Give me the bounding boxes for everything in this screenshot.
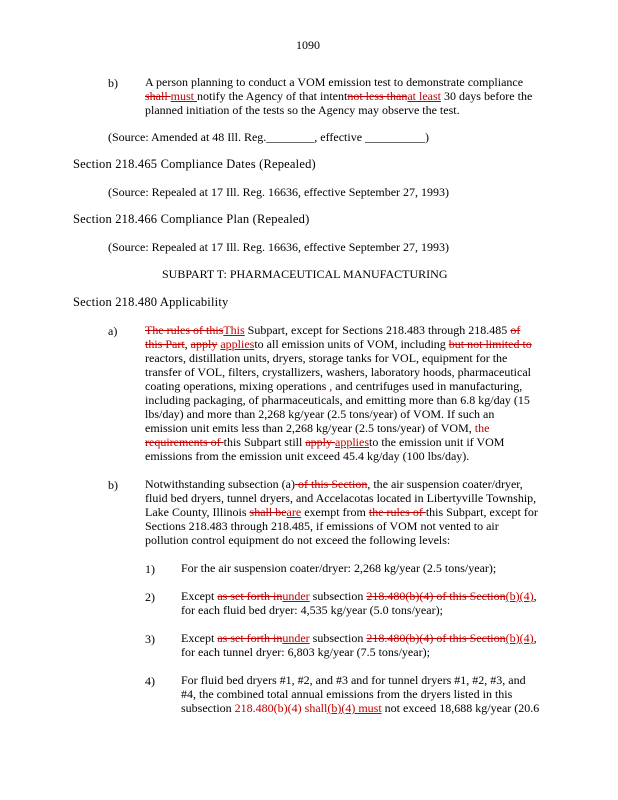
item-label: b) [108, 478, 118, 492]
paragraph-line: Except as set forth inunder subsection 218.480(b)(4) of this Section(b)(4), [181, 589, 537, 603]
inserted-text: the [474, 421, 490, 435]
section-heading: Section 218.480 Applicability [73, 295, 229, 309]
paragraph-line: transfer of VOL, filters, crystallizers, washers, laboratory hoods, pharmaceutical [145, 365, 531, 379]
deleted-text: apply [305, 435, 335, 449]
deleted-text: of [510, 323, 521, 337]
paragraph-line: for each fluid bed dryer: 4,535 kg/year (5.0 tons/year); [181, 603, 443, 617]
revised-text: 218.480(b)(4) shall [234, 701, 328, 715]
paragraph-line: requirements of this Subpart still apply appliesto the emission unit if VOM [145, 435, 505, 449]
paragraph-line: fluid bed dryers, tunnel dryers, and Accelacotas located in Libertyville Township, [145, 491, 537, 505]
paragraph-line: For fluid bed dryers #1, #2, and #3 and for tunnel dryers #1, #2, #3, and [181, 673, 526, 687]
deleted-text: but not limited to [448, 337, 532, 351]
deleted-text: this Part [145, 337, 185, 351]
deleted-text: shall be [249, 505, 287, 519]
deleted-text: the rules of [368, 505, 426, 519]
subitem-label: 4) [145, 674, 155, 688]
paragraph-line: A person planning to conduct a VOM emission test to demonstrate compliance [145, 75, 524, 89]
paragraph-line: for each tunnel dryer: 6,803 kg/year (7.5 tons/year); [181, 645, 430, 659]
section-heading: Section 218.466 Compliance Plan (Repealed) [73, 212, 310, 226]
inserted-text: (b)(4) [505, 589, 534, 603]
paragraph-line: emissions from the emission unit exceed 45.4 kg/day (100 lbs/day). [145, 449, 470, 463]
paragraph-line: this Part, apply appliesto all emission units of VOM, including but not limited to [145, 337, 532, 351]
inserted-text: applies [335, 435, 369, 449]
inserted-text: This [223, 323, 245, 337]
subitem-label: 3) [145, 632, 155, 646]
subitem-label: 1) [145, 562, 155, 576]
paragraph-line: planned initiation of the tests so the Agency may observe the test. [145, 103, 460, 117]
paragraph-line: Except as set forth inunder subsection 218.480(b)(4) of this Section(b)(4), [181, 631, 537, 645]
item-label: a) [108, 324, 118, 338]
deleted-text: as set forth in [217, 589, 283, 603]
subitem-label: 2) [145, 590, 155, 604]
paragraph-line: pollution control equipment do not exceed the following levels: [145, 533, 451, 547]
inserted-text: at least [407, 89, 441, 103]
paragraph-line: lbs/day) and more than 2,268 kg/year (2.5 tons/year) of VOM. If such an [145, 407, 495, 421]
paragraph-line: coating operations, mixing operations , and centrifuges used in manufacturing, [145, 379, 523, 393]
deleted-text: requirements of [145, 435, 224, 449]
deleted-text: as set forth in [217, 631, 283, 645]
paragraph-line: including packaging, of pharmaceuticals, and emitting more than 6.8 kg/day (15 [145, 393, 530, 407]
paragraph-line: Lake County, Illinois shall beare exempt from the rules of this Subpart, except for [145, 505, 538, 519]
paragraph-line: subsection 218.480(b)(4) shall(b)(4) must not exceed 18,688 kg/year (20.6 [181, 701, 540, 715]
inserted-text: (b)(4) must [327, 701, 382, 715]
source-note: (Source: Repealed at 17 Ill. Reg. 16636, effective September 27, 1993) [108, 185, 450, 199]
paragraph-line: Sections 218.483 through 218.485, if emissions of VOM not vented to air [145, 519, 499, 533]
subpart-title: SUBPART T: PHARMACEUTICAL MANUFACTURING [162, 267, 448, 281]
inserted-text: under [282, 589, 310, 603]
source-note: (Source: Repealed at 17 Ill. Reg. 16636, effective September 27, 1993) [108, 240, 450, 254]
inserted-text: are [286, 505, 302, 519]
inserted-text: must [170, 89, 198, 103]
deleted-text: 218.480(b)(4) of this Section [366, 589, 506, 603]
deleted-text: of this Section [294, 477, 368, 491]
deleted-text: not less than [347, 89, 408, 103]
item-label: b) [108, 76, 118, 90]
inserted-text: under [282, 631, 310, 645]
inserted-text: (b)(4) [505, 631, 534, 645]
source-note: (Source: Amended at 48 Ill. Reg.________, effective __________) [108, 130, 430, 144]
paragraph-line: #4, the combined total annual emissions from the dryers listed in this [181, 687, 513, 701]
deleted-text: shall [145, 89, 171, 103]
paragraph-line: shall must notify the Agency of that intentnot less thanat least 30 days before the [145, 89, 533, 103]
paragraph-line: The rules of thisThis Subpart, except for Sections 218.483 through 218.485 of [145, 323, 521, 337]
paragraph-line: For the air suspension coater/dryer: 2,268 kg/year (2.5 tons/year); [181, 561, 497, 575]
deleted-text: The rules of this [145, 323, 224, 337]
paragraph-line: reactors, distillation units, dryers, storage tanks for VOL, equipment for the [145, 351, 508, 365]
deleted-text: 218.480(b)(4) of this Section [366, 631, 506, 645]
inserted-text: applies [220, 337, 255, 351]
section-heading: Section 218.465 Compliance Dates (Repealed) [73, 157, 316, 171]
paragraph-line: emission unit emits less than 2,268 kg/year (2.5 tons/year) of VOM, the [145, 421, 490, 435]
paragraph-line: Notwithstanding subsection (a) of this Section, the air suspension coater/dryer, [145, 477, 523, 491]
deleted-text: apply [190, 337, 218, 351]
page-number: 1090 [296, 38, 320, 52]
